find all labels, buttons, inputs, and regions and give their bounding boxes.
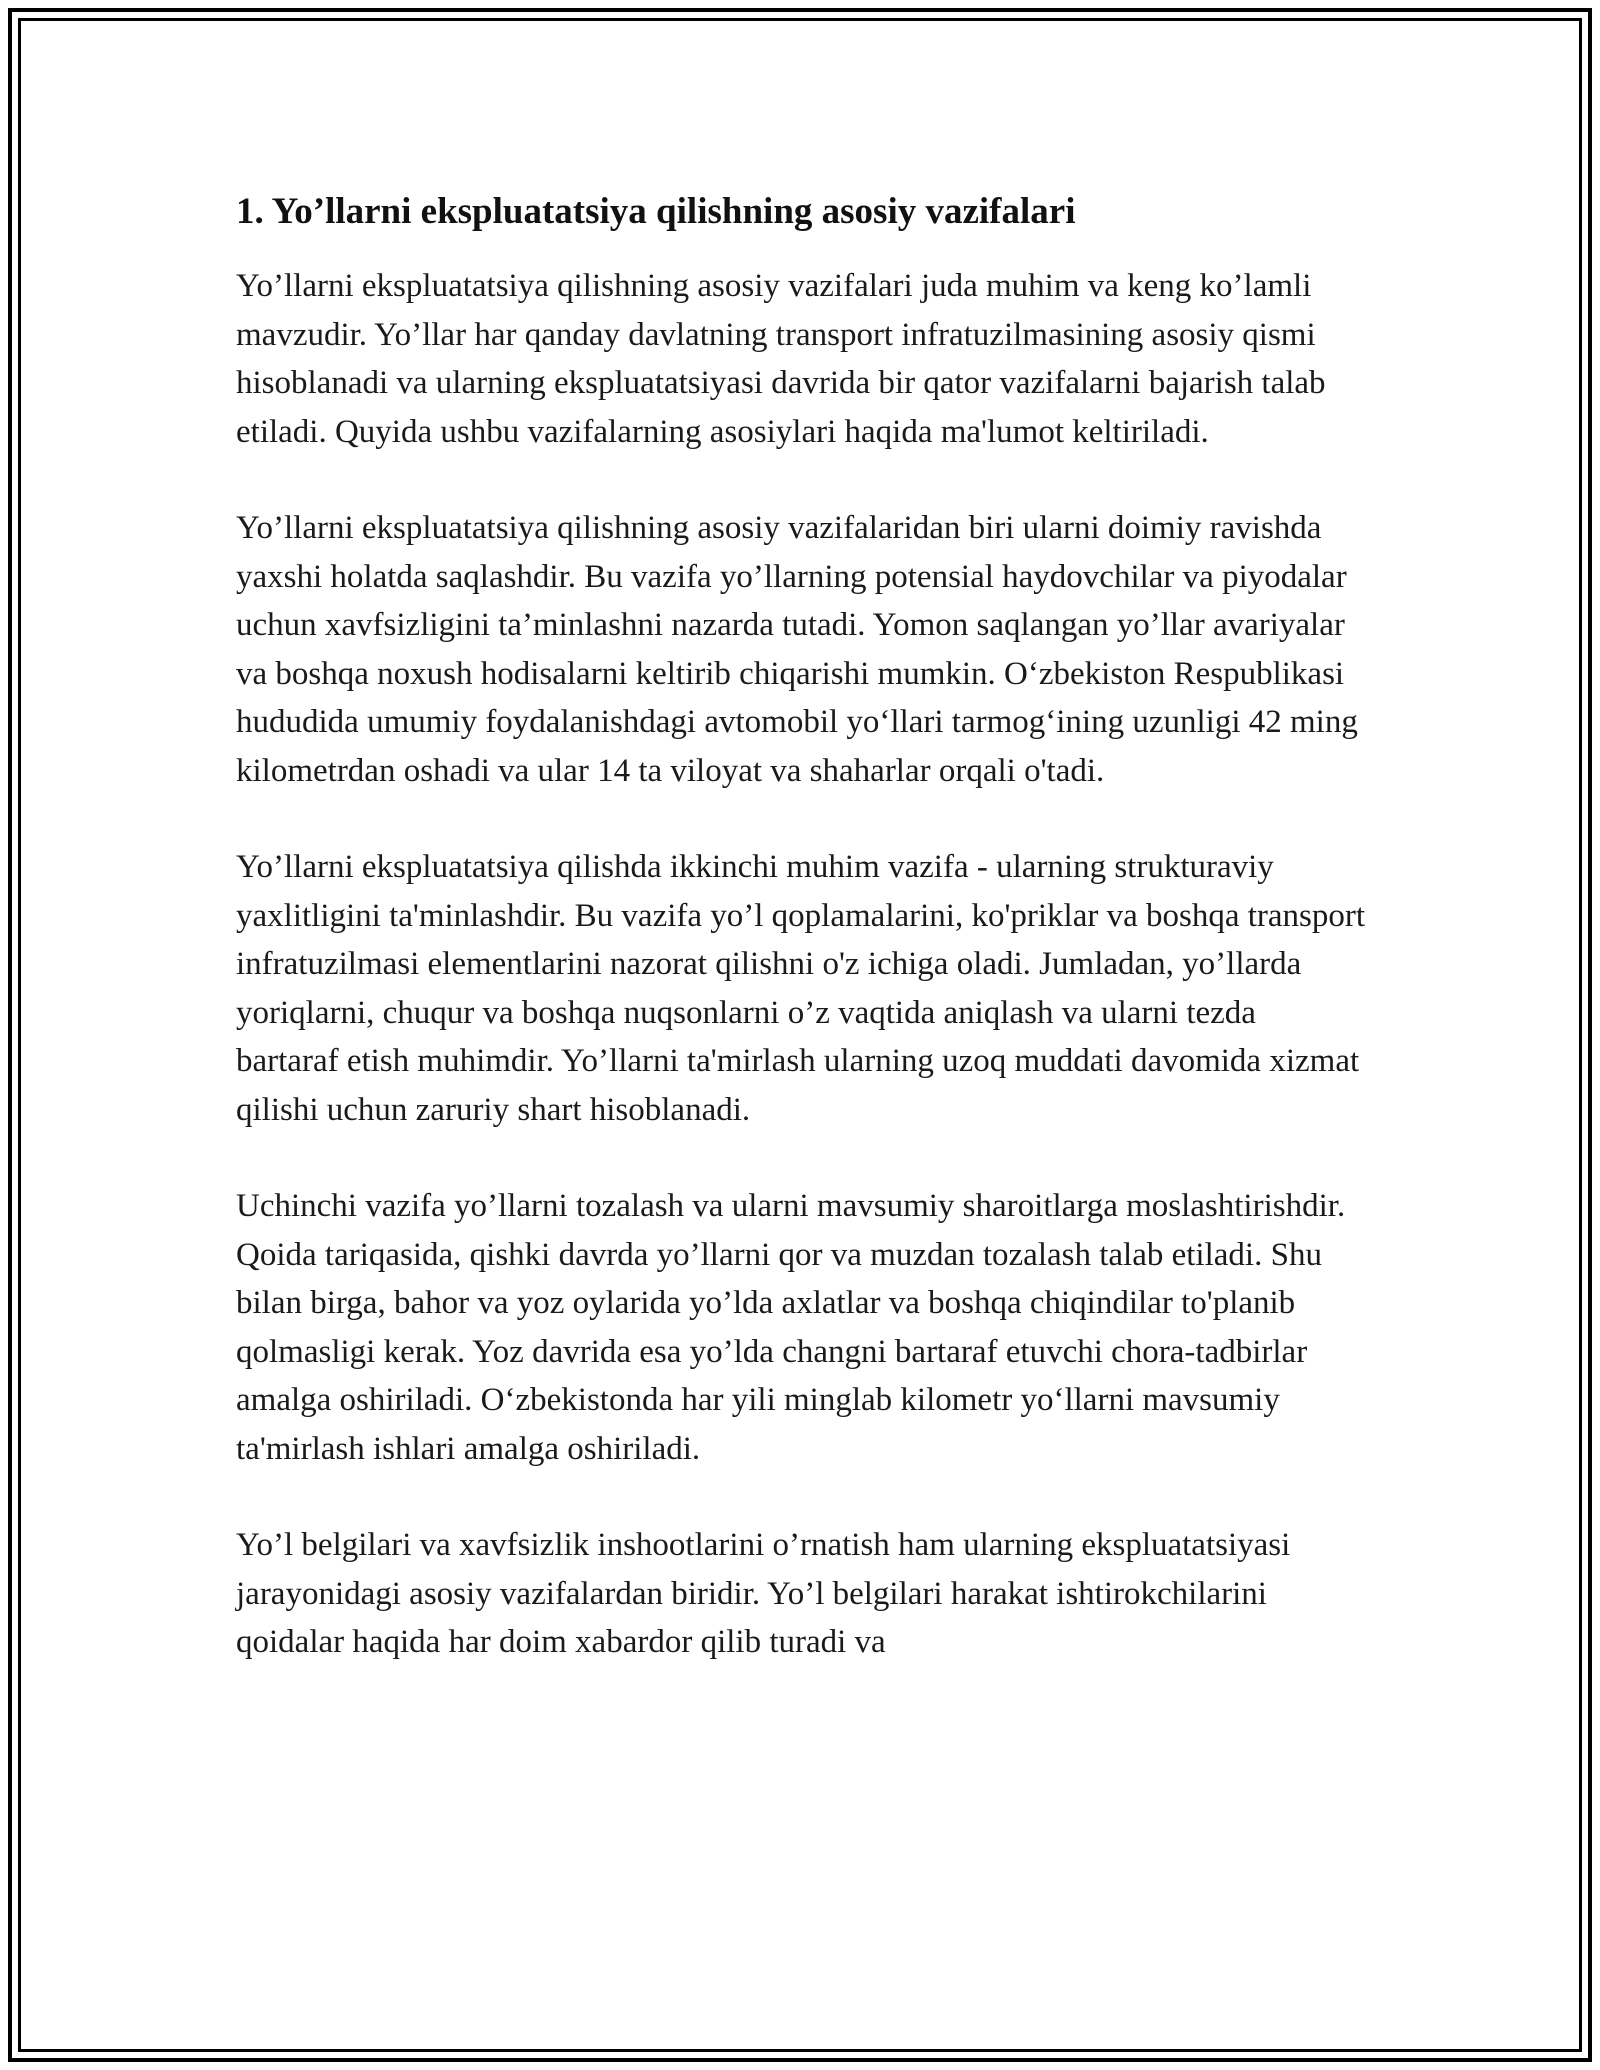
- document-body: [236, 188, 1366, 1667]
- paragraph-4: Uchinchi vazifa yo’llarni tozalash va ularni mavsumiy sharoitlarga moslashtirishdir. Qoida tariqasida, qishki davrda yo’llarni qor va muzdan tozalash talab etiladi. Shu bilan birga, bahor va yoz oylarida yo’lda axlatlar va boshqa chiqindilar to'planib qolmasligi kerak. Yoz davrida esa yo’lda changni bartaraf etuvchi chora-tadbirlar amalga oshiriladi. O‘zbekistonda har yili minglab kilometr yo‘llarni mavsumiy ta'mirlash ishlari amalga oshiriladi.: [236, 1188, 1346, 1467]
- paragraph-1: Yo’llarni ekspluatatsiya qilishning asosiy vazifalari juda muhim va keng ko’lamli mavzudir. Yo’llar har qanday davlatning transport infratuzilmasining asosiy qismi hisoblanadi va ularning ekspluatatsiyasi davrida bir qator vazifalarni bajarish talab etiladi. Quyida ushbu vazifalarning asosiylari haqida ma'lumot keltiriladi.: [236, 268, 1326, 450]
- paragraph-5: Yo’l belgilari va xavfsizlik inshootlarini o’rnatish ham ularning ekspluatatsiyasi jarayonidagi asosiy vazifalardan biridir. Yo’l belgilari harakat ishtirokchilarini qoidalar haqida har doim xabardor qilib turadi va: [236, 1527, 1291, 1660]
- section-heading: 1. Yo’llarni ekspluatatsiya qilishning asosiy vazifalari: [236, 191, 1076, 232]
- paragraph-2: Yo’llarni ekspluatatsiya qilishning asosiy vazifalaridan biri ularni doimiy ravishda yaxshi holatda saqlashdir. Bu vazifa yo’llarning potensial haydovchilar va piyodalar uchun xavfsizligini ta’minlashni nazarda tutadi. Yomon saqlangan yo’llar avariyalar va boshqa noxush hodisalarni keltirib chiqarishi mumkin. O‘zbekiston Respublikasi hududida umumiy foydalanishdagi avtomobil yo‘llari tarmog‘ining uzunligi 42 ming kilometrdan oshadi va ular 14 ta viloyat va shaharlar orqali o'tadi.: [236, 510, 1358, 789]
- paragraph-3: Yo’llarni ekspluatatsiya qilishda ikkinchi muhim vazifa - ularning strukturaviy yaxlitligini ta'minlashdir. Bu vazifa yo’l qoplamalarini, ko'priklar va boshqa transport infratuzilmasi elementlarini nazorat qilishni o'z ichiga oladi. Jumladan, yo’llarda yoriqlarni, chuqur va boshqa nuqsonlarni o’z vaqtida aniqlash va ularni tezda bartaraf etish muhimdir. Yo’llarni ta'mirlash ularning uzoq muddati davomida xizmat qilishi uchun zaruriy shart hisoblanadi.: [236, 849, 1366, 1128]
